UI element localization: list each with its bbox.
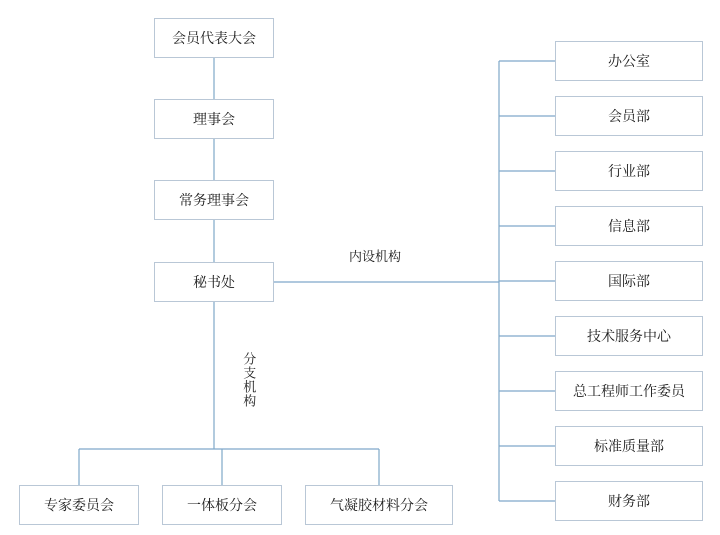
node-finance[interactable] <box>555 481 703 521</box>
node-standard-quality[interactable] <box>555 426 703 466</box>
node-label: 国际部 <box>608 272 650 289</box>
node-standing-council[interactable] <box>154 180 274 220</box>
node-council[interactable] <box>154 99 274 139</box>
node-label: 一体板分会 <box>187 496 257 513</box>
node-label: 标准质量部 <box>594 437 664 454</box>
node-secretariat[interactable] <box>154 262 274 302</box>
node-label: 总工程师工作委员 <box>573 382 685 399</box>
node-aerogel-material[interactable] <box>305 485 453 525</box>
node-label: 秘书处 <box>193 273 235 290</box>
node-international[interactable] <box>555 261 703 301</box>
label-internal-departments: 内设机构 <box>349 249 402 264</box>
node-office[interactable] <box>555 41 703 81</box>
node-label: 财务部 <box>608 492 650 509</box>
node-label: 会员部 <box>608 107 650 124</box>
node-label: 技术服务中心 <box>587 327 671 344</box>
node-industry[interactable] <box>555 151 703 191</box>
node-label: 行业部 <box>608 162 650 179</box>
node-tech-service[interactable] <box>555 316 703 356</box>
node-label: 常务理事会 <box>179 191 249 208</box>
node-expert-committee[interactable] <box>19 485 139 525</box>
node-label: 气凝胶材料分会 <box>330 496 428 513</box>
node-label: 信息部 <box>608 217 650 234</box>
node-label: 办公室 <box>608 52 650 69</box>
node-chief-engineer[interactable] <box>555 371 703 411</box>
label-branch-organizations: 分支机构 <box>241 352 257 408</box>
node-assembly[interactable] <box>154 18 274 58</box>
node-label: 理事会 <box>193 110 235 127</box>
node-integrated-board[interactable] <box>162 485 282 525</box>
node-label: 会员代表大会 <box>172 29 256 46</box>
node-label: 专家委员会 <box>44 496 114 513</box>
node-membership[interactable] <box>555 96 703 136</box>
node-information[interactable] <box>555 206 703 246</box>
